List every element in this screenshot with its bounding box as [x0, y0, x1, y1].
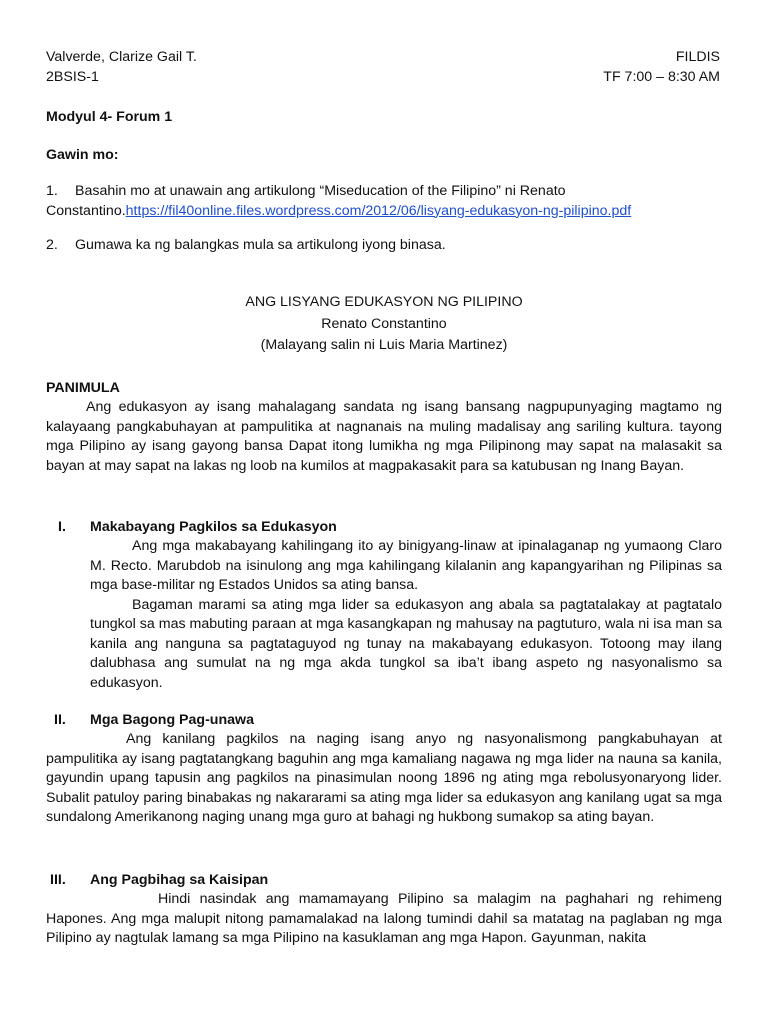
section-heading — [46, 871, 722, 890]
header-right — [603, 47, 720, 87]
student-name: Valverde, Clarize Gail T. — [46, 49, 197, 65]
section-title: Ang Pagbihag sa Kaisipan — [90, 872, 269, 888]
section-title: Mga Bagong Pag-unawa — [90, 712, 254, 728]
section-3 — [46, 871, 722, 949]
instruction-text: Gumawa ka ng balangkas mula sa artikulong iyong binasa. — [75, 237, 446, 253]
section-numeral: I. — [58, 519, 66, 535]
section-paragraph: Bagaman marami sa ating mga lider sa edukasyon ang abala sa pagtatalakay at pagtatalo tungkol sa mas mabuting paraan at mga kasangkapan ng mahusay na pagtuturo, wala ni isa man sa kanila ang nanguna sa pagtataguyod ng tunay na makabayang edukasyon. Totoong may ilang dalubhasa ang sumulat na ng mga akda tungkol sa iba’t ibang aspeto ng nasyonalismo sa edukasyon. — [90, 596, 722, 691]
article-heading — [46, 292, 722, 357]
section-heading — [46, 518, 722, 537]
section-2 — [46, 711, 722, 828]
article-translator: (Malayang salin ni Luis Maria Martinez) — [260, 337, 508, 353]
instruction-item-2 — [46, 237, 722, 253]
instruction-text: Basahin mo at unawain ang artikulong “Miseducation of the Filipino” ni Renato — [75, 183, 566, 199]
section-numeral: II. — [54, 712, 66, 728]
article-link[interactable]: https://fil40online.files.wordpress.com/2012/06/lisyang-edukasyon-ng-pilipino.pdf — [125, 202, 632, 219]
header-left — [46, 47, 197, 87]
module-title: Modyul 4- Forum 1 — [46, 109, 173, 125]
instruction-number: 1. — [46, 183, 58, 199]
article-title: ANG LISYANG EDUKASYON NG PILIPINO — [245, 294, 523, 310]
section-title: Makabayang Pagkilos sa Edukasyon — [90, 519, 337, 535]
task-label: Gawin mo: — [46, 147, 119, 163]
section-heading — [46, 711, 722, 730]
article-author: Renato Constantino — [321, 315, 447, 332]
intro-paragraph: Ang edukasyon ay isang mahalagang sandata ng isang bansang nagpupunyaging magtamo ng kalayaang pangkabuhayan at pampulitika at nagnanais na muling madalisay ang sariling kultura. tayong mga Pilipino ay isang gayong bansa Dapat itong lumikha ng mga Pilipinong may sapat na malasakit sa bayan at may sapat na lakas ng loob na kumilos at magpakasakit para sa katubusan ng Inang Bayan. — [46, 399, 722, 474]
class-schedule: TF 7:00 – 8:30 AM — [603, 69, 720, 85]
intro-heading: PANIMULA — [46, 380, 120, 396]
section-paragraph: Hindi nasindak ang mamamayang Pilipino sa malagim na paghahari ng rehimeng Hapones. Ang mga malupit nitong pamamalakad na lalong tumindi dahil sa matatag na paglaban ng mga Pilipino ay nagtulak lamang sa mga Pilipino na kasuklaman ang mga Hapon. Gayunman, nakita — [46, 891, 722, 946]
section-1 — [46, 518, 722, 693]
section-numeral: III. — [50, 872, 66, 888]
section-paragraph: Ang mga makabayang kahilingang ito ay binigyang-linaw at ipinalaganap ng yumaong Claro M. Recto. Marubdob na isinulong ang mga kahilingang kilalanin ang kapangyarihan ng Pilipinas sa mga base-militar ng Estados Unidos sa ating bansa. — [90, 538, 722, 593]
instruction-continuation: Constantino. — [46, 202, 126, 219]
instruction-item-1 — [46, 182, 722, 221]
intro-section — [46, 378, 722, 476]
student-section: 2BSIS-1 — [46, 69, 99, 85]
section-paragraph: Ang kanilang pagkilos na naging isang anyo ng nasyonalismong pangkabuhayan at pampulitika ay isang pagtatangkang baguhin ang mga kamaliang nagawa ng mga lider na nauna sa kanila, gayundin upang tapusin ang pagkilos na pinasimulan noong 1896 ng ating mga rebolusyonaryong lider. Subalit patuloy paring binabakas ng nakararami sa ating mga lider sa edukasyon ang kanilang ugat sa mga sundalong Amerikanong naging unang mga guro at bahagi ng hukbong sumakop sa ating bayan. — [46, 731, 722, 825]
course-code: FILDIS — [675, 49, 720, 65]
instruction-number: 2. — [46, 237, 58, 253]
